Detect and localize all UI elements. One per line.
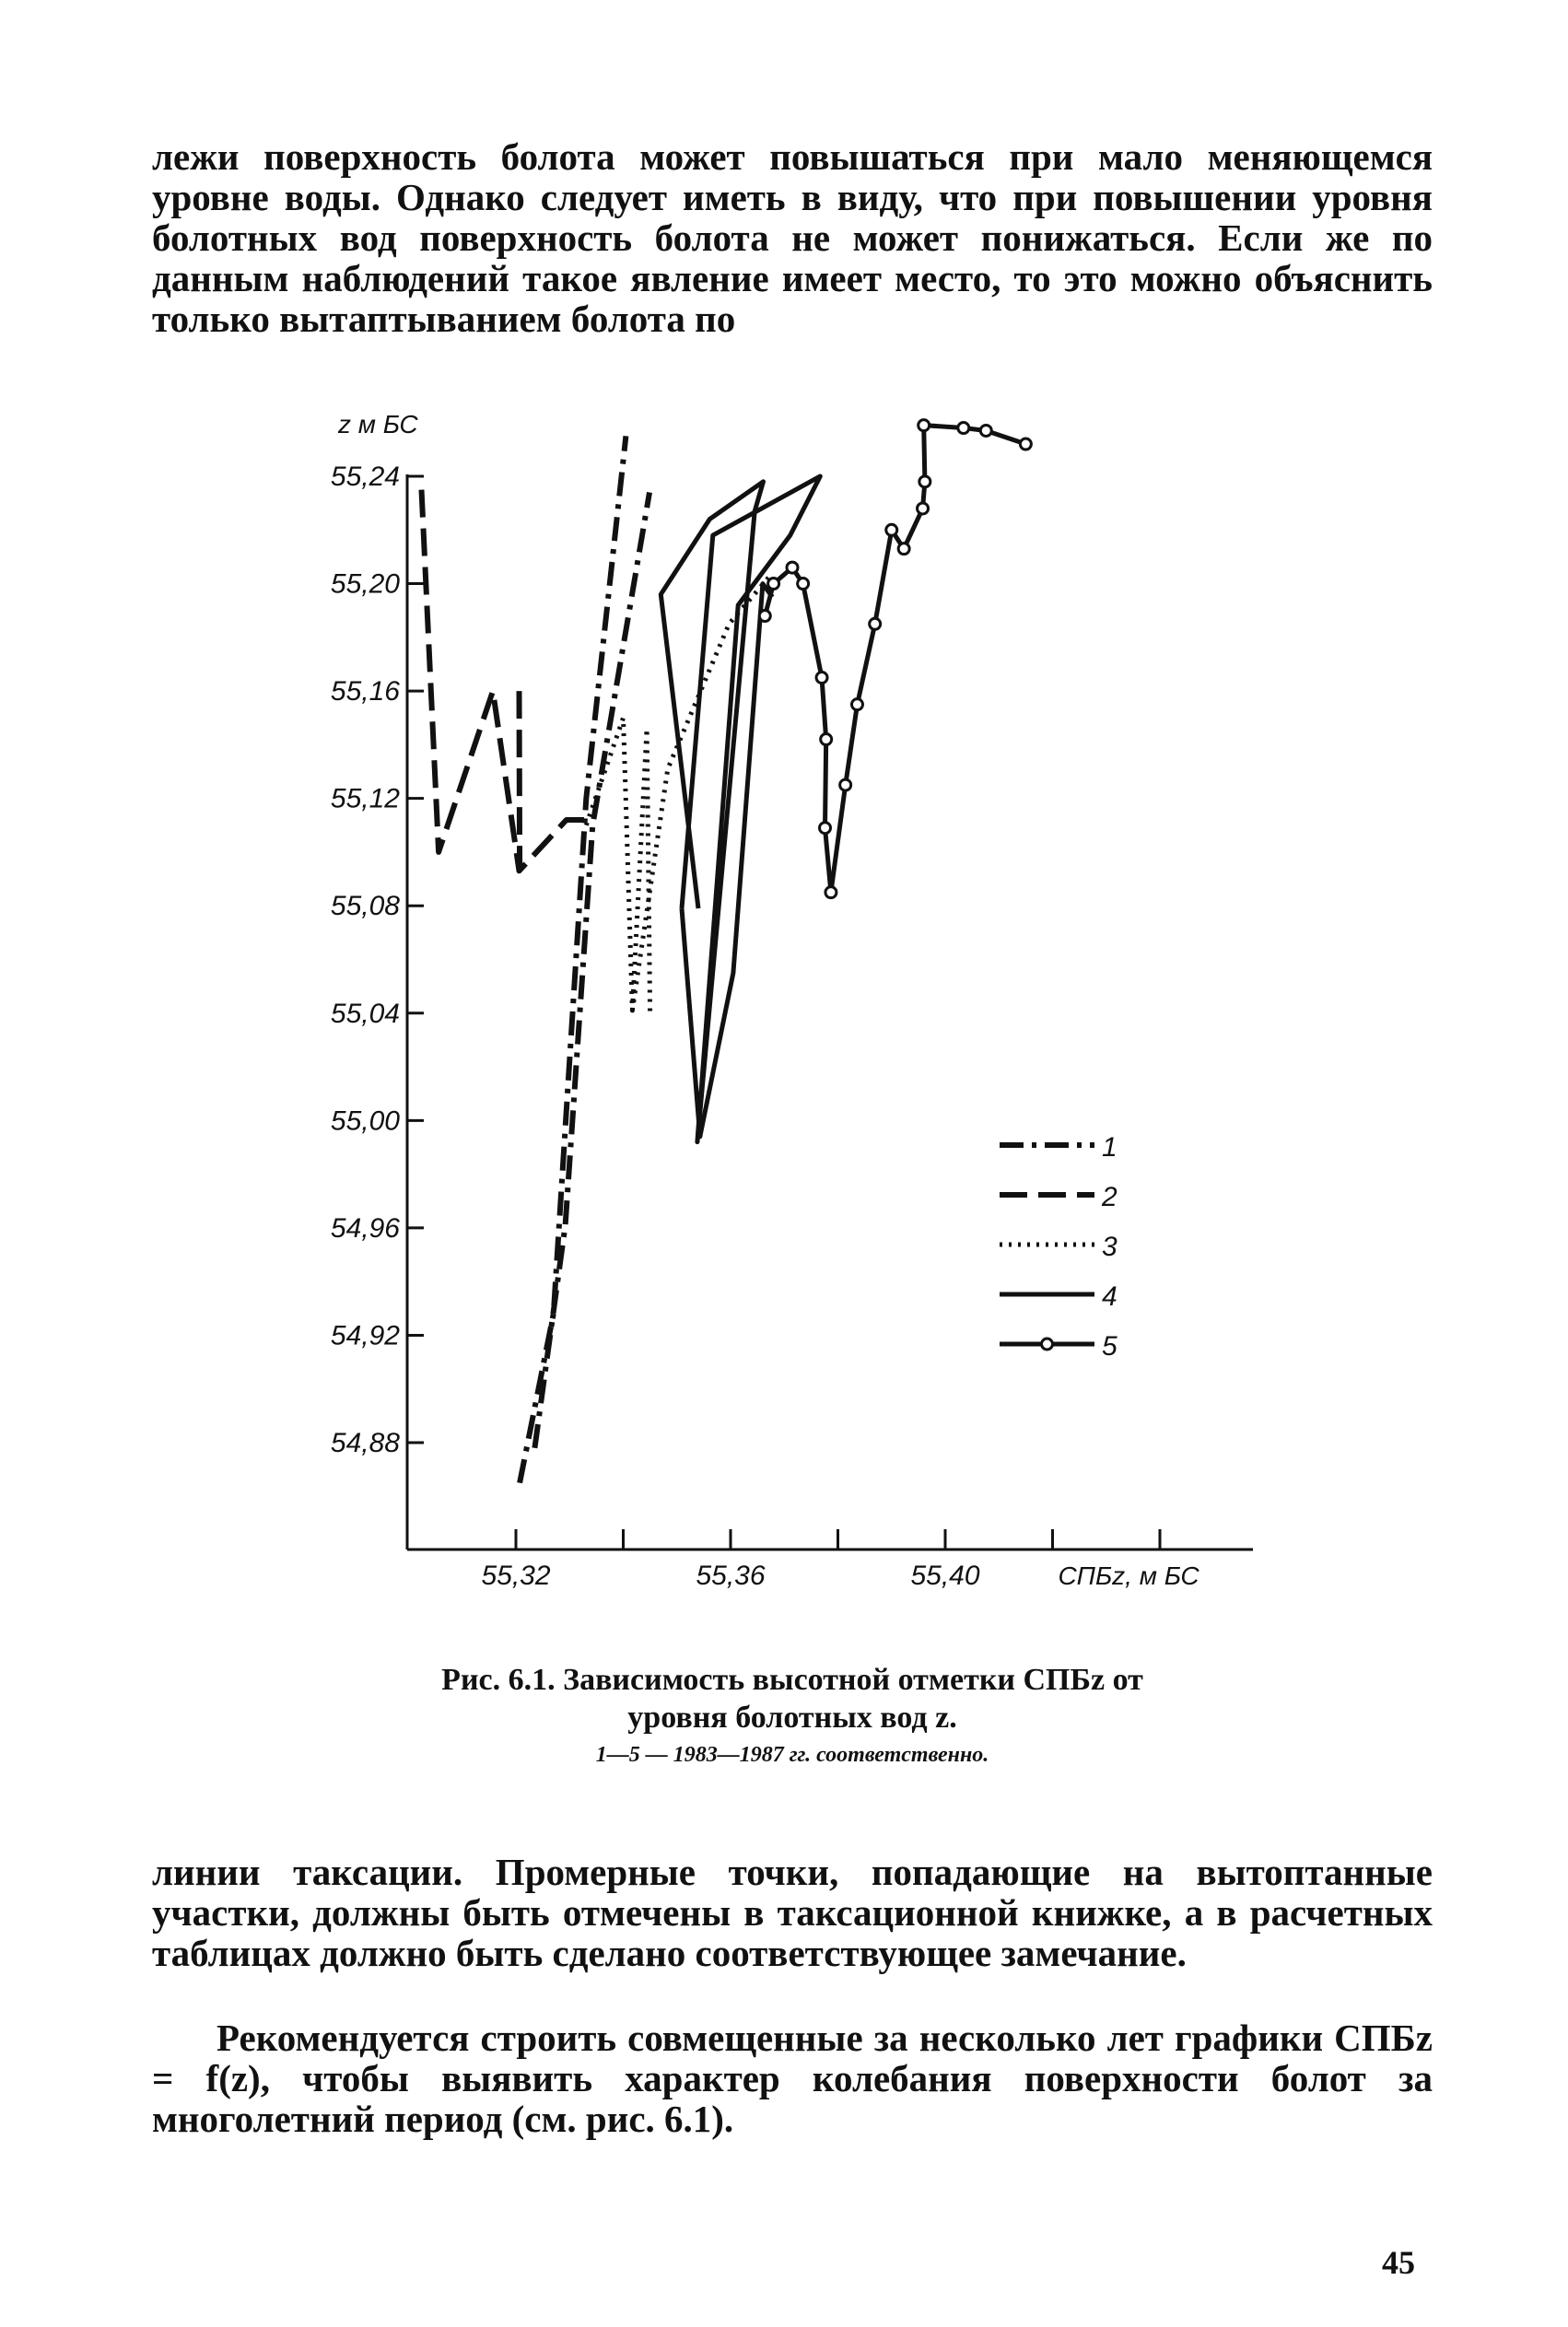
y-tick-label: 55,24 — [330, 462, 400, 492]
legend-label-1: 1 — [1102, 1132, 1117, 1163]
x-tick-label: 55,32 — [481, 1561, 551, 1591]
y-axis-title: z м БС — [338, 410, 418, 439]
series-point-5 — [918, 503, 929, 514]
series-point-5 — [816, 672, 827, 684]
caption-line-2: уровня болотных вод z. — [627, 1701, 957, 1735]
series-point-5 — [768, 579, 779, 590]
chart-axes — [337, 410, 1253, 1549]
series-point-5 — [821, 734, 832, 745]
paragraph-top: лежи поверхность болота может повышаться при мало меняющемся уровне воды. Однако следует иметь в виду, что при повышении уровня болотных вод поверхность болота не может понижаться. Если же по данным наблюдений такое явление имеет место, то это можно объяснить только вытаптыванием болота по — [152, 135, 1433, 340]
y-tick-label: 55,12 — [330, 783, 400, 814]
caption-line-1: Рис. 6.1. Зависимость высотной отметки СПБz от — [441, 1663, 1143, 1697]
y-tick-label: 54,88 — [330, 1428, 400, 1458]
series-point-5 — [820, 823, 831, 834]
series-line-3 — [632, 729, 649, 1013]
series-point-5 — [919, 476, 930, 487]
series-point-5 — [798, 579, 809, 590]
series-line-1 — [520, 436, 626, 1482]
x-tick-label: 55,40 — [910, 1561, 980, 1591]
legend-label-5: 5 — [1102, 1331, 1117, 1362]
series-line-4 — [682, 584, 772, 1137]
series-line-5 — [765, 426, 1025, 893]
series-point-5 — [886, 524, 897, 535]
y-tick-label: 54,92 — [330, 1320, 400, 1351]
series-point-5 — [980, 425, 991, 436]
y-tick-label: 55,00 — [330, 1105, 400, 1137]
paragraph-bottom-2: Рекомендуется строить совмещенные за несколько лет графики СПБz = f(z), чтобы выявить характер колебания поверхности болот за многолетний период (см. рис. 6.1). — [152, 2017, 1433, 2140]
series-point-5 — [851, 699, 862, 710]
series-point-5 — [787, 562, 798, 573]
series-point-5 — [958, 423, 969, 434]
page-number: 45 — [1382, 2244, 1415, 2281]
chart-ticks — [331, 462, 1199, 1591]
series-point-5 — [898, 544, 909, 555]
series-point-5 — [919, 420, 930, 431]
x-axis-title: СПБz, м БС — [1058, 1561, 1199, 1590]
chart-legend — [1000, 1132, 1117, 1362]
series-point-5 — [759, 611, 770, 622]
y-tick-label: 54,96 — [330, 1212, 400, 1244]
legend-label-2: 2 — [1102, 1182, 1117, 1212]
chart-series — [422, 420, 1032, 1483]
legend-label-3: 3 — [1102, 1232, 1117, 1262]
series-line-2 — [520, 691, 521, 871]
y-tick-label: 55,16 — [330, 676, 400, 707]
legend-label-4: 4 — [1102, 1281, 1117, 1312]
series-line-2 — [422, 490, 587, 871]
series-point-5 — [840, 779, 851, 790]
series-line-1 — [534, 493, 649, 1448]
paragraph-bottom-1: линии таксации. Промерные точки, попадающие на вытоптанные участки, должны быть отмечены в таксационной книжке, а в расчетных таблицах должно быть сделано соответствующее замечание. — [152, 1851, 1433, 1974]
series-point-5 — [825, 887, 837, 898]
x-tick-label: 55,36 — [696, 1561, 766, 1591]
legend-marker-5 — [1042, 1339, 1053, 1350]
series-point-5 — [1020, 439, 1031, 450]
caption-line-3: 1—5 — 1983—1987 гг. соответственно. — [595, 1743, 989, 1767]
y-tick-label: 55,08 — [330, 891, 400, 922]
series-point-5 — [870, 618, 881, 629]
y-tick-label: 55,04 — [330, 998, 400, 1029]
y-tick-label: 55,20 — [330, 568, 400, 600]
